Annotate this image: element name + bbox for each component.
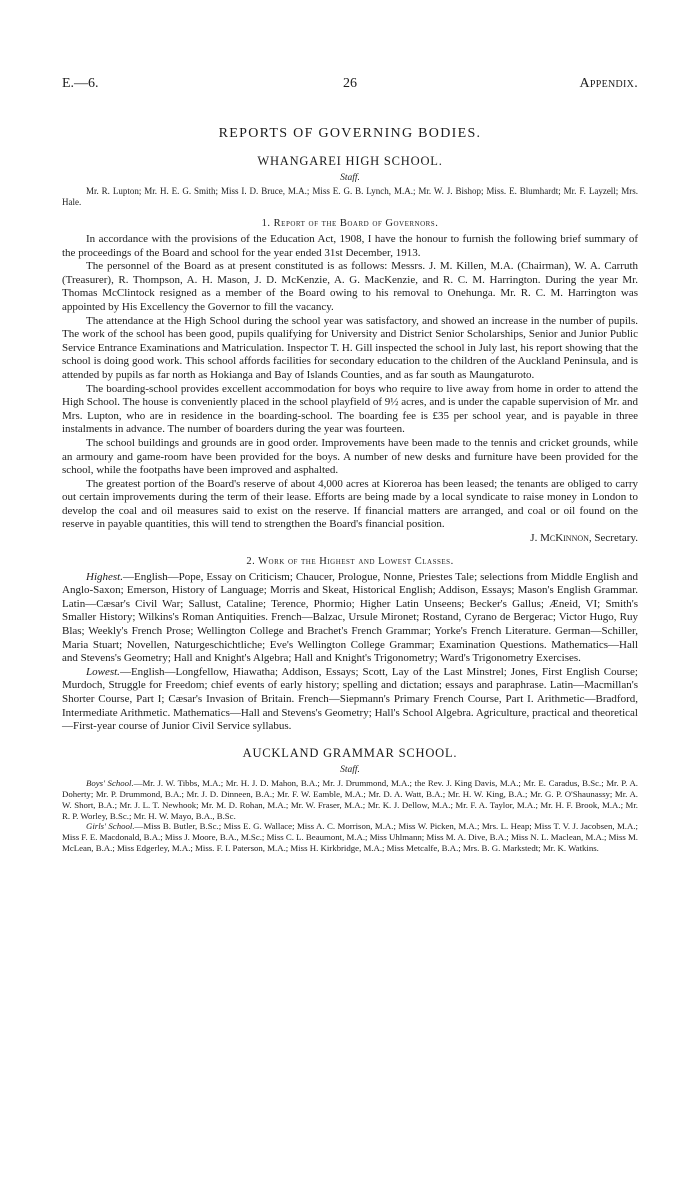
report-paragraph: The boarding-school provides excellent accommodation for boys who require to live away from home in order to attend the High School. The house is conveniently placed in the school playfield of 9½ acres, and is under the capable supervision of Mr. and Mrs. Lupton, who are in residence in the boarding-school. The boarding fee is £35 per school year, and is payable in three instalments in advance. The number of boarders during the year was fourteen.	[62, 382, 638, 436]
boys-school-label: Boys' School.	[86, 777, 134, 788]
highest-label: Highest.	[86, 570, 123, 583]
lowest-label: Lowest.	[86, 665, 120, 678]
report-paragraph: The greatest portion of the Board's reserve of about 4,000 acres at Kioreroa has been leased; the tenants are obliged to carry out certain improvements during the term of their lease. Efforts are being made by a local syndicate to raise money in London to develop the coal and oil measures said to exist on the reserve. If financial matters are arranged, and coal or oil found on the reserve in payable quantities, this will tend to strengthen the Board's financial position.	[62, 477, 638, 531]
boys-school-text: —Mr. J. W. Tibbs, M.A.; Mr. H. J. D. Mahon, B.A.; Mr. J. Drummond, M.A.; the Rev. J. King Davis, M.A.; Mr. E. Caradus, B.Sc.; Mr. P. A. Doherty; Mr. P. Drummond, B.A.; Mr. J. D. Dinneen, B.A.; Mr. F. W. Eamble, M.A.; Mr. D. A. Watt, B.A.; Mr. H. W. King, B.A.; Mr. G. P. O'Shaunassy; Mr. A. W. Short, B.A.; Mr. J. L. T. Newhook; Mr. M. D. Rohan, M.A.; Mr. W. Fraser, M.A.; Mr. K. J. Dellow, M.A.; Mr. F. A. Taylor, M.A.; Mr. H. F. Brook, M.A.; Mr. R. P. Worley, B.Sc.; Mr. H. W. Mayo, B.A., B.Sc.	[62, 777, 638, 821]
report-paragraph: The attendance at the High School during the school year was satisfactory, and showed an increase in the number of pupils. The work of the school has been good, pupils qualifying for University and District Senior Scholarships, Senior and Junior Public Service Entrance Examinations and Matriculation. Inspector T. H. Gill inspected the school in July last, his report showing that the school is doing good work. This school affords facilities for secondary education to the children of the Auckland Peninsula, and is attended by pupils as far north as Hokianga and Bay of Islands Counties, and as far south as Maungaturoto.	[62, 314, 638, 381]
highest-classes-paragraph	[62, 571, 638, 666]
whangarei-staff-list: Mr. R. Lupton; Mr. H. E. G. Smith; Miss I. D. Bruce, M.A.; Miss E. G. B. Lynch, M.A.; Mr. W. J. Bishop; Miss. E. Blumhardt; Mr. F. Layzell; Mrs. Hale.	[62, 186, 638, 207]
signature-prefix: J.	[530, 532, 541, 545]
running-head	[62, 76, 638, 96]
document-code: E.—6.	[62, 76, 99, 91]
report-paragraph: The personnel of the Board as at present constituted is as follows: Messrs. J. M. Killen, M.A. (Chairman), W. A. Carruth (Treasurer), R. Thompson, A. H. Mason, J. D. McKenzie, A. G. MacKenzie, and R. C. M. Harrington. During the year Mr. Thomas McClintock resigned as a member of the Board owing to his removal to Onehunga. Mr. R. C. M. Harrington was appointed by His Excellency the Governor to fill the vacancy.	[62, 260, 638, 313]
girls-school-staff	[62, 821, 638, 854]
appendix-label: Appendix.	[579, 76, 638, 91]
boys-school-staff	[62, 778, 638, 822]
auckland-school-title: AUCKLAND GRAMMAR SCHOOL.	[242, 745, 458, 760]
board-report-heading: 1. Report of the Board of Governors.	[261, 218, 439, 229]
girls-school-text: —Miss B. Butler, B.Sc.; Miss E. G. Wallace; Miss A. C. Morrison, M.A.; Miss W. Picken, M.A.; Mrs. L. Heap; Miss T. V. J. Jacobsen, M.A.; Miss F. E. Macdonald, B.A.; Miss J. Moore, B.A., M.Sc.; Miss C. L. Beaumont, M.A.; Miss Uhlmann; Miss M. A. Dive, B.A.; Miss N. L. Maclean, M.A.; Miss M. McLean, B.A.; Miss Edgerley, M.A.; Miss. F. I. Paterson, M.A.; Miss H. Kirkbridge, M.A.; Miss Metcalfe, B.A.; Mrs. B. G. Markstedt; Mr. K. Watkins.	[62, 821, 639, 854]
page-number: 26	[343, 76, 357, 91]
highest-text: —English—Pope, Essay on Criticism; Chaucer, Prologue, Nonne, Priestes Tale; selections from Middle English and Anglo-Saxon; Emerson, History of Language; Morris and Skeat, Historical English; Addison, Essays; Mason's English Grammar. Latin—Cæsar's Civil War; Sallust, Cataline; Terence, Phormio; Higher Latin Unseens; Becker's Gallus; Æneid, VI; Smith's Smaller History; Wilkins's Roman Antiquities. French—Balzac, Ursule Mironet; Rostand, Cyrano de Bergerac; Victor Hugo, Ruy Blas; Weekly's French Prose; Wellington College and Brachet's French Grammar; Yorke's French Literature. German—Schiller, Maria Stuart; Novellen, Naturgeschichtliche; Eve's Wellington College Grammar; Examination Questions. Mathematics—Hall and Stevens's Geometry; Hall and Knight's Algebra; Hall and Knight's Trigonometry; Ward's Trigonometry Exercises.	[62, 570, 638, 665]
signature-name: McKinnon	[540, 532, 589, 545]
whangarei-staff-heading: Staff.	[340, 173, 360, 183]
classes-work-heading: 2. Work of the Highest and Lowest Classes.	[246, 555, 454, 567]
page-content	[62, 126, 638, 854]
signature-suffix: , Secretary.	[588, 532, 638, 545]
report-paragraph: In accordance with the provisions of the Education Act, 1908, I have the honour to furnish the following brief summary of the proceedings of the Board and school for the year ended 31st December, 1913.	[62, 233, 638, 259]
secretary-signature	[62, 532, 638, 546]
page-title: REPORTS OF GOVERNING BODIES.	[218, 126, 482, 141]
lowest-classes-paragraph	[62, 666, 638, 734]
girls-school-label: Girls' School.	[86, 821, 135, 832]
report-paragraph: The school buildings and grounds are in good order. Improvements have been made to the tennis and cricket grounds, while an armoury and game-room have been provided for the boys. A number of new desks and furniture have been provided for the school, while the footpaths have been improved and asphalted.	[62, 436, 638, 477]
auckland-staff-heading: Staff.	[340, 764, 360, 775]
lowest-text: —English—Longfellow, Hiawatha; Addison, Essays; Scott, Lay of the Last Minstrel; Jones, First English Course; Murdoch, Struggle for Freedom; chief events of early history; spelling and dictation; essays and paraphrase. Latin—Macmillan's Shorter Course, Part I; Cæsar's Invasion of Britain. French—Siepmann's Primary French Course, Part I. Arithmetic—Bradford, Intermediate Arithmetic. Mathematics—Hall and Stevens's Geometry; Hall's School Algebra. Agriculture, practical and theoretical—First-year course of Junior Civil Service syllabus.	[62, 665, 638, 733]
whangarei-school-title: WHANGAREI HIGH SCHOOL.	[257, 154, 443, 168]
